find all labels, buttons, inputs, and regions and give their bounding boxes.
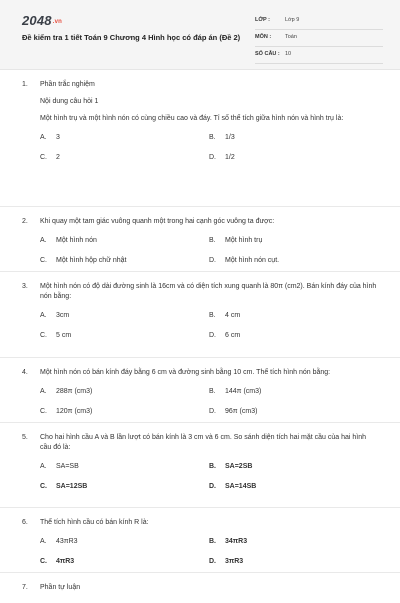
question-number: 1. <box>22 81 28 88</box>
option-b[interactable] <box>209 382 378 402</box>
option-a[interactable] <box>40 457 209 477</box>
option-c[interactable] <box>40 148 209 168</box>
question-text: Thể tích hình cầu có bán kính R là: <box>40 519 149 526</box>
option-text: 2 <box>56 154 60 161</box>
option-text: SA=SB <box>56 463 79 470</box>
option-letter: C. <box>40 332 47 339</box>
document-title: Đề kiểm tra 1 tiết Toán 9 Chương 4 Hình học có đáp án (Đề 2) <box>22 33 241 42</box>
option-b[interactable] <box>209 457 378 477</box>
option-text: 3cm <box>56 312 70 319</box>
option-letter: C. <box>40 408 47 415</box>
option-d[interactable] <box>209 251 378 271</box>
option-text: 3πR3 <box>225 558 244 565</box>
question-3 <box>0 272 400 358</box>
option-text: 4 cm <box>225 312 241 319</box>
question-heading <box>22 583 378 593</box>
option-text: SA=12SB <box>56 483 88 490</box>
option-text: SA=14SB <box>225 483 257 490</box>
option-b[interactable] <box>209 128 378 148</box>
option-letter: D. <box>209 332 216 339</box>
option-d[interactable] <box>209 477 378 497</box>
answer-options <box>22 231 378 271</box>
section-heading: Phần tự luận <box>40 584 81 591</box>
option-letter: B. <box>209 538 216 545</box>
option-text: 6 cm <box>225 332 241 339</box>
question-heading <box>22 433 378 453</box>
meta-value: 10 <box>285 51 292 57</box>
option-d[interactable] <box>209 402 378 422</box>
question-heading <box>22 80 378 90</box>
option-letter: C. <box>40 483 47 490</box>
option-b[interactable] <box>209 532 378 552</box>
question-number: 6. <box>22 519 28 526</box>
option-text: 4πR3 <box>56 558 75 565</box>
answer-options <box>22 128 378 168</box>
option-text: 1/2 <box>225 154 235 161</box>
question-4 <box>0 358 400 423</box>
meta-row-grade <box>255 14 383 30</box>
option-letter: A. <box>40 538 47 545</box>
option-letter: B. <box>209 388 216 395</box>
meta-row-count <box>255 48 383 64</box>
meta-label: MÔN : <box>255 34 272 40</box>
option-letter: C. <box>40 257 47 264</box>
option-a[interactable] <box>40 382 209 402</box>
option-letter: A. <box>40 312 47 319</box>
meta-label: SỐ CÂU : <box>255 51 280 57</box>
answer-options <box>22 457 378 497</box>
question-subheading: Nội dung câu hỏi 1 <box>40 98 99 105</box>
option-c[interactable] <box>40 477 209 497</box>
question-number: 2. <box>22 218 28 225</box>
question-text: Khi quay một tam giác vuông quanh một trong hai cạnh góc vuông ta được: <box>40 218 275 225</box>
option-letter: D. <box>209 483 216 490</box>
option-text: Một hình nón <box>56 237 97 244</box>
question-number: 4. <box>22 369 28 376</box>
option-letter: A. <box>40 388 47 395</box>
option-text: 5 cm <box>56 332 72 339</box>
option-text: 1/3 <box>225 134 235 141</box>
option-text: 43πR3 <box>56 538 78 545</box>
question-number: 7. <box>22 584 28 591</box>
option-letter: B. <box>209 463 216 470</box>
option-letter: D. <box>209 558 216 565</box>
option-letter: D. <box>209 408 216 415</box>
meta-value: Lớp 9 <box>285 17 300 23</box>
option-text: SA=2SB <box>225 463 253 470</box>
section-heading: Phần trắc nghiệm <box>40 81 95 88</box>
option-d[interactable] <box>209 148 378 168</box>
option-text: 96π (cm3) <box>225 408 258 415</box>
option-letter: A. <box>40 463 47 470</box>
question-text: Cho hai hình cầu A và B lần lượt có bán kính là 3 cm và 6 cm. So sánh diện tích hai mặt cầu của hai hình cầu đó là: <box>40 434 367 451</box>
page-header <box>0 0 400 70</box>
question-heading <box>22 368 378 378</box>
answer-options <box>22 382 378 422</box>
question-6 <box>0 508 400 573</box>
question-number: 3. <box>22 283 28 290</box>
option-text: 288π (cm3) <box>56 388 93 395</box>
answer-options <box>22 532 378 572</box>
question-heading <box>22 518 378 528</box>
question-text: Một hình trụ và một hình nón có cùng chiều cao và đáy. Tỉ số thể tích giữa hình nón và hình trụ là: <box>40 115 344 122</box>
question-text: Một hình nón có độ dài đường sinh là 16cm và có diện tích xung quanh là 80π (cm2). Bán kính đáy của hình nón bằng: <box>40 283 377 300</box>
meta-row-subject <box>255 31 383 47</box>
option-a[interactable] <box>40 128 209 148</box>
question-text: Một hình nón có bán kính đáy bằng 6 cm và đường sinh bằng 10 cm. Thể tích hình nón bằng: <box>40 369 331 376</box>
question-7 <box>0 573 400 603</box>
option-text: Một hình nón cụt. <box>225 257 280 264</box>
option-d[interactable] <box>209 552 378 572</box>
option-a[interactable] <box>40 532 209 552</box>
option-letter: B. <box>209 237 216 244</box>
option-text: Một hình trụ <box>225 237 263 244</box>
question-5 <box>0 423 400 508</box>
option-letter: D. <box>209 257 216 264</box>
option-letter: D. <box>209 154 216 161</box>
option-letter: A. <box>40 237 47 244</box>
option-text: 3 <box>56 134 60 141</box>
meta-label: LỚP : <box>255 17 270 23</box>
option-c[interactable] <box>40 251 209 271</box>
option-a[interactable] <box>40 231 209 251</box>
question-heading <box>22 217 378 227</box>
site-logo[interactable] <box>22 13 62 28</box>
option-c[interactable] <box>40 326 209 346</box>
option-text: Một hình hộp chữ nhật <box>56 257 127 264</box>
option-b[interactable] <box>209 306 378 326</box>
option-letter: B. <box>209 312 216 319</box>
option-text: 144π (cm3) <box>225 388 262 395</box>
option-letter: B. <box>209 134 216 141</box>
option-b[interactable] <box>209 231 378 251</box>
question-1 <box>0 70 400 207</box>
option-c[interactable] <box>40 552 209 572</box>
option-c[interactable] <box>40 402 209 422</box>
document-meta <box>255 14 383 65</box>
meta-value: Toán <box>285 34 297 40</box>
option-letter: C. <box>40 154 47 161</box>
question-list <box>0 70 400 603</box>
option-d[interactable] <box>209 326 378 346</box>
question-heading <box>22 282 378 302</box>
logo-tld: .vn <box>52 18 63 25</box>
option-a[interactable] <box>40 306 209 326</box>
option-letter: C. <box>40 558 47 565</box>
option-text: 120π (cm3) <box>56 408 93 415</box>
question-number: 5. <box>22 434 28 441</box>
answer-options <box>22 306 378 346</box>
question-2 <box>0 207 400 272</box>
logo-number: 2048 <box>22 13 52 28</box>
option-letter: A. <box>40 134 47 141</box>
option-text: 34πR3 <box>225 538 248 545</box>
